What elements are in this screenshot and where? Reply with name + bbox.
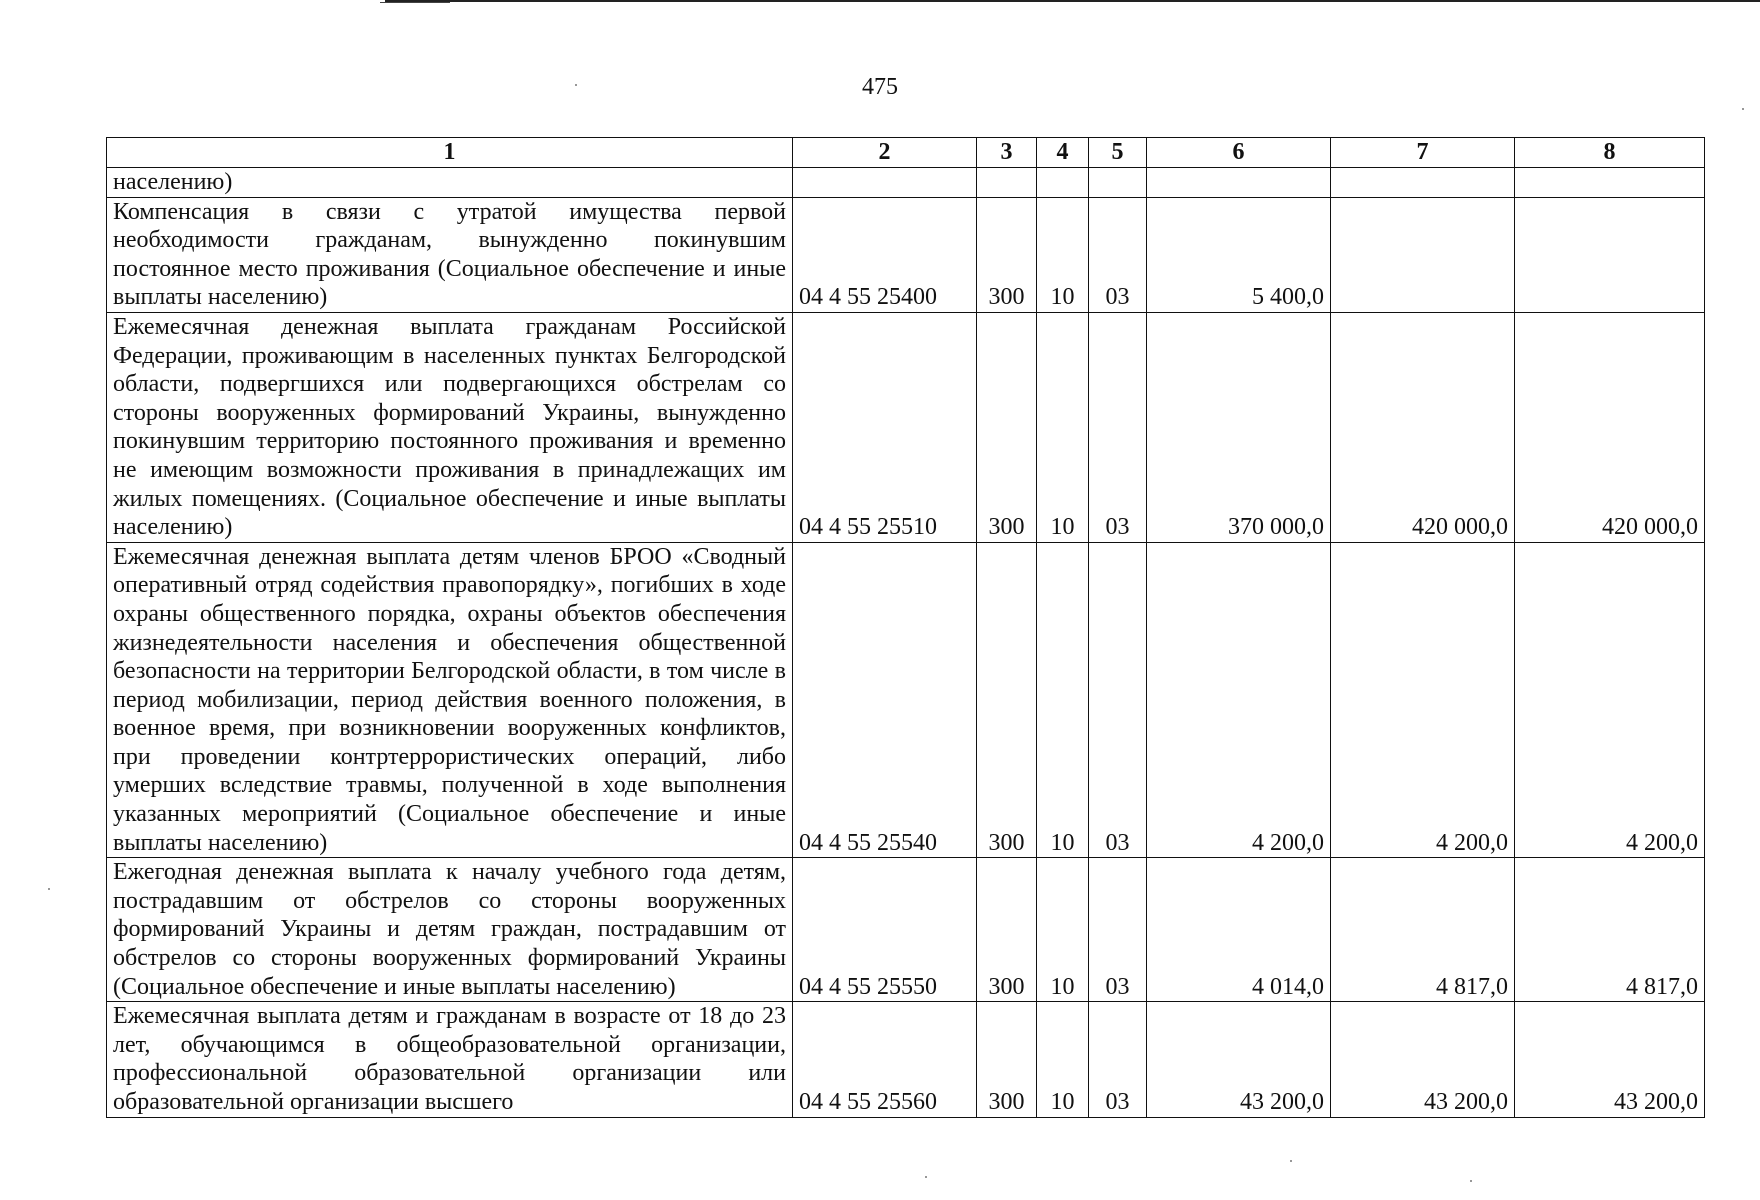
header-col-6: 6 (1147, 138, 1331, 168)
top-edge-rule (385, 0, 1760, 2)
row-col7 (1331, 168, 1515, 198)
header-col-7: 7 (1331, 138, 1515, 168)
header-col-3: 3 (977, 138, 1037, 168)
row-col3: 300 (977, 312, 1037, 542)
row-col8 (1515, 168, 1705, 198)
row-col5 (1089, 168, 1147, 198)
scan-speck (575, 84, 577, 86)
row-col6: 5 400,0 (1147, 197, 1331, 312)
row-col4: 10 (1037, 1002, 1089, 1117)
table-row (107, 197, 1705, 312)
row-col8: 4 200,0 (1515, 542, 1705, 858)
row-col7: 43 200,0 (1331, 1002, 1515, 1117)
row-col7: 4 817,0 (1331, 858, 1515, 1002)
row-col6: 4 200,0 (1147, 542, 1331, 858)
row-code: 04 4 55 25510 (793, 312, 977, 542)
scan-speck (48, 888, 50, 890)
row-col3: 300 (977, 858, 1037, 1002)
row-col3: 300 (977, 542, 1037, 858)
row-col5: 03 (1089, 1002, 1147, 1117)
table-row (107, 312, 1705, 542)
row-code: 04 4 55 25400 (793, 197, 977, 312)
table-row (107, 542, 1705, 858)
scan-speck (925, 1176, 927, 1178)
row-col6: 4 014,0 (1147, 858, 1331, 1002)
row-col8: 420 000,0 (1515, 312, 1705, 542)
row-code: 04 4 55 25560 (793, 1002, 977, 1117)
table-row (107, 168, 1705, 198)
row-col3 (977, 168, 1037, 198)
row-description: Ежемесячная денежная выплата гражданам Российской Федерации, проживающим в населенных пунктах Белгородской области, подвергшихся или подвергающихся обстрелам со стороны вооруженных формирований Украины, вынужденно покинувшим территорию постоянного проживания и временно не имеющим возможности проживания в принадлежащих им жилых помещениях. (Социальное обеспечение и иные выплаты населению) (107, 312, 793, 542)
row-col5: 03 (1089, 197, 1147, 312)
row-col8 (1515, 197, 1705, 312)
row-description: населению) (107, 168, 793, 198)
scan-speck (1742, 108, 1744, 110)
row-col7: 420 000,0 (1331, 312, 1515, 542)
top-edge-rule-fragment (380, 2, 450, 3)
row-col4: 10 (1037, 197, 1089, 312)
header-col-4: 4 (1037, 138, 1089, 168)
row-col4: 10 (1037, 858, 1089, 1002)
row-col5: 03 (1089, 858, 1147, 1002)
row-description: Ежемесячная денежная выплата детям членов БРОО «Сводный оперативный отряд содействия правопорядку», погибших в ходе охраны общественного порядка, охраны объектов обеспечения жизнедеятельности населения и обеспечения общественной безопасности на территории Белгородской области, в том числе в период мобилизации, период действия военного положения, в военное время, при возникновении вооруженных конфликтов, при проведении контртеррористических операций, либо умерших вследствие травмы, полученной в ходе выполнения указанных мероприятий (Социальное обеспечение и иные выплаты населению) (107, 542, 793, 858)
page-number: 475 (862, 74, 898, 100)
header-col-2: 2 (793, 138, 977, 168)
row-col4: 10 (1037, 542, 1089, 858)
row-description: Ежегодная денежная выплата к началу учебного года детям, пострадавшим от обстрелов со стороны вооруженных формирований Украины и детям граждан, пострадавшим от обстрелов со стороны вооруженных формирований Украины (Социальное обеспечение и иные выплаты населению) (107, 858, 793, 1002)
row-col6: 43 200,0 (1147, 1002, 1331, 1117)
header-col-8: 8 (1515, 138, 1705, 168)
row-col3: 300 (977, 197, 1037, 312)
row-description: Компенсация в связи с утратой имущества первой необходимости гражданам, вынужденно покинувшим постоянное место проживания (Социальное обеспечение и иные выплаты населению) (107, 197, 793, 312)
header-row (107, 138, 1705, 168)
row-col8: 4 817,0 (1515, 858, 1705, 1002)
row-col3: 300 (977, 1002, 1037, 1117)
row-col7: 4 200,0 (1331, 542, 1515, 858)
row-col8: 43 200,0 (1515, 1002, 1705, 1117)
row-col6: 370 000,0 (1147, 312, 1331, 542)
scan-speck (1290, 1160, 1292, 1162)
row-code: 04 4 55 25540 (793, 542, 977, 858)
budget-table (106, 137, 1705, 1118)
row-code (793, 168, 977, 198)
row-col6 (1147, 168, 1331, 198)
row-col4 (1037, 168, 1089, 198)
table-row (107, 858, 1705, 1002)
row-description: Ежемесячная выплата детям и гражданам в возрасте от 18 до 23 лет, обучающимся в общеобразовательной организации, профессиональной образовательной организации или образовательной организации высшего (107, 1002, 793, 1117)
row-col5: 03 (1089, 312, 1147, 542)
header-col-1: 1 (107, 138, 793, 168)
header-col-5: 5 (1089, 138, 1147, 168)
row-code: 04 4 55 25550 (793, 858, 977, 1002)
table-row (107, 1002, 1705, 1117)
row-col4: 10 (1037, 312, 1089, 542)
row-col7 (1331, 197, 1515, 312)
scan-speck (1470, 1180, 1472, 1182)
row-col5: 03 (1089, 542, 1147, 858)
